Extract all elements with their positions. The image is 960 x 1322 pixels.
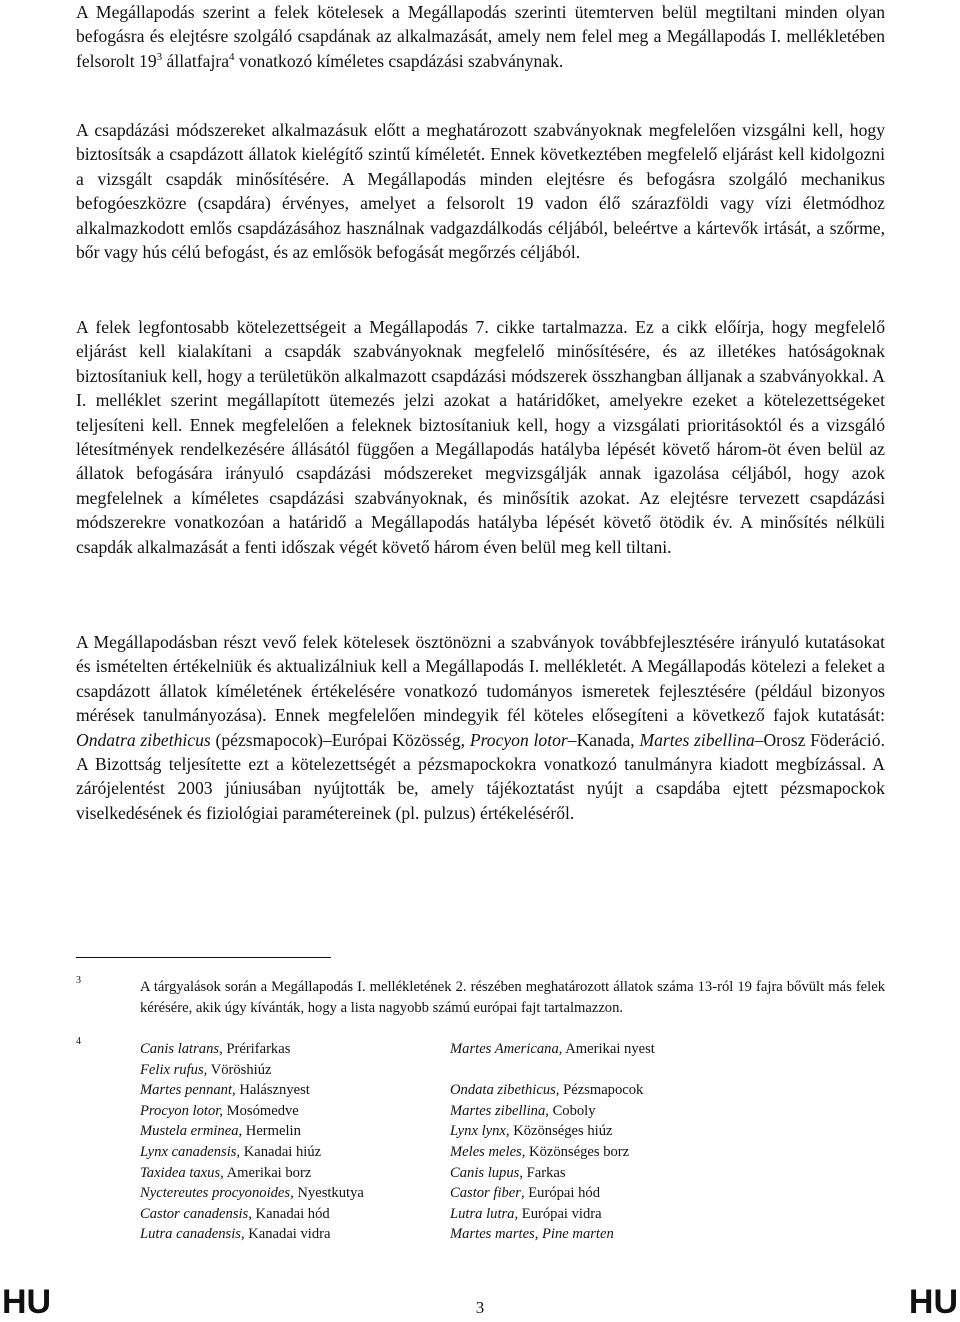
species-column-left	[140, 1039, 450, 1245]
list-item	[450, 1039, 760, 1060]
species-martes: Martes zibellina	[639, 729, 755, 750]
footnote-4-number: 4	[76, 1036, 81, 1047]
paragraph-1	[76, 0, 885, 73]
species-common: Halásznyest	[235, 1082, 310, 1099]
list-item	[140, 1121, 450, 1142]
paragraph-3-text: A felek legfontosabb kötelezettségeit a Megállapodás 7. cikke tartalmazza. Ez a cikk előírja, hogy megfelelő eljárást kell kialakítani a csapdák szabványoknak megfelelő minősítésére, és az illetékes hatóságoknak biztosítaniuk kell, hogy a területükön alkalmazott csapdázási módszerek összhangban álljanak a szabványokkal. A I. melléklet szerint megállapított ütemezés jelzi azokat a határidőket, amelyekre ezeket a kötelezettségeket teljesíteni kell. Ennek megfelelően a feleknek biztosítaniuk kell, hogy a vizsgálati prioritásoktól és a vizsgáló létesítmények rendelkezésére állásától függően a Megállapodás hatályba lépését követő három-öt éven belül az állatok befogására irányuló csapdázási módszereket megvizsgálják annak igazolása céljából, hogy azok megfelelnek a kíméletes csapdázási szabványoknak, és minősítik azokat. Az elejtésre tervezett csapdázási módszerekre vonatkozóan a határidő a Megállapodás hatályba lépését követő ötödik év. A minősítés nélküli csapdák alkalmazását a fenti időszak végét követő három éven belül meg kell tiltani.	[76, 317, 885, 557]
species-latin: Martes zibellina	[450, 1102, 546, 1119]
species-common: Prérifarkas	[222, 1041, 291, 1057]
list-item	[140, 1183, 450, 1204]
species-latin: Felix rufus,	[140, 1061, 208, 1078]
footnote-3	[76, 977, 885, 1018]
species-common: Európai vidra	[518, 1205, 602, 1222]
paragraph-4-text-a: A Megállapodásban részt vevő felek kötelesek ösztönözni a szabványok továbbfejlesztésére irányuló kutatásokat és ismételten értékelniük és aktualizálniuk kell a Megállapodás I. mellékletét. A Megállapodás kötelezi a feleket a csapdázott állatok kíméletének értékelésére vonatkozó tudományos ismeretek fejlesztésére (például bizonyos mérések tanulmányozása). Ennek megfelelően mindegyik fél köteles elősegíteni a következő fajok kutatását:	[76, 632, 885, 726]
species-ondatra: Ondatra zibethicus	[76, 729, 211, 750]
list-item	[140, 1080, 450, 1101]
list-item	[140, 1039, 450, 1060]
footnote-3-text: A tárgyalások során a Megállapodás I. mellékletének 2. részében meghatározott állatok száma 13-ról 19 fajra bővült más felek kérésére, akik úgy kívánták, hogy a lista nagyobb számú európai fajt tartalmazzon.	[140, 979, 885, 1016]
species-latin: Lynx canadensis,	[140, 1143, 241, 1160]
list-item	[450, 1060, 760, 1081]
footnote-3-number: 3	[76, 975, 81, 986]
paragraph-4-text-b: (pézsmapocok)–Európai Közösség,	[210, 729, 470, 750]
page-number: 3	[475, 1298, 485, 1317]
footnote-ref-3[interactable]: 3	[156, 50, 163, 63]
species-latin: Martes Americana,	[450, 1041, 563, 1057]
list-item	[140, 1101, 450, 1122]
species-latin: Martes martes, Pine marten	[450, 1226, 614, 1243]
paragraph-4	[76, 630, 885, 825]
list-item	[140, 1204, 450, 1225]
list-item	[140, 1142, 450, 1163]
species-common: Közönséges hiúz	[509, 1123, 613, 1140]
species-latin: Mustela erminea,	[140, 1123, 243, 1140]
list-item	[450, 1142, 760, 1163]
paragraph-1-text-b: állatfajra	[162, 50, 230, 71]
paragraph-2	[76, 118, 885, 264]
paragraph-4-text-d: –Orosz Föderáció. A Bizottság teljesítette ezt a kötelezettségét a pézsmapockokra vonatkozó tanulmányra kiadott megbízással. A zárójelentést 2003 júniusában nyújtották be, amely tájékoztatást nyújt a csapdába ejtett pézsmapockok viselkedésének és fiziológiai paramétereinek (pl. pulzus) értékeléséről.	[76, 729, 885, 823]
species-common: Amerikai nyest	[562, 1041, 655, 1057]
species-latin: Taxidea taxus,	[140, 1164, 224, 1181]
list-item	[450, 1204, 760, 1225]
species-latin: Meles meles,	[450, 1143, 526, 1160]
list-item	[450, 1121, 760, 1142]
species-latin: Martes pennant,	[140, 1082, 236, 1099]
species-latin: Castor canadensis,	[140, 1205, 252, 1222]
language-code-right: HU	[908, 1283, 958, 1321]
species-common: Hermelin	[242, 1123, 301, 1140]
species-common: Pézsmapocok	[559, 1082, 644, 1099]
paragraph-4-text-c: –Kanada,	[567, 729, 640, 750]
species-common: , Farkas	[519, 1164, 566, 1181]
paragraph-3	[76, 315, 885, 559]
language-code-left: HU	[2, 1283, 52, 1321]
species-procyon: Procyon lotor	[469, 729, 568, 750]
footnote-separator	[76, 957, 331, 958]
list-item	[450, 1224, 760, 1245]
species-common: Mosómedve	[222, 1102, 299, 1119]
list-item	[140, 1060, 450, 1081]
species-column-right	[450, 1039, 760, 1245]
species-latin: Nyctereutes procyonoides,	[140, 1185, 294, 1202]
paragraph-1-text-a: A Megállapodás szerint a felek kötelesek a Megállapodás szerinti ütemterven belül megtiltani minden olyan befogásra és elejtésre szolgáló csapdának az alkalmazását, amely nem felel meg a Megállapodás I. mellékletében felsorolt 19	[76, 2, 885, 71]
paragraph-2-text: A csapdázási módszereket alkalmazásuk előtt a meghatározott szabványoknak megfelelően vizsgálni kell, hogy biztosítsák a csapdázott állatok kielégítő szintű kíméletét. Ennek következtében megfelelő eljárást kell kidolgozni a vizsgált csapdák minősítésére. A Megállapodás minden elejtésre és befogásra szolgáló mechanikus befogóeszközre (csapdára) érvényes, amelyet a felsorolt 19 vadon élő szárazföldi vagy vízi életmódhoz alkalmazkodott emlős csapdázásához használnak vadgazdálkodás céljából, beleértve a kártevők irtását, a szőrme, bőr vagy hús célú befogást, és az emlősök befogását megőrzés céljából.	[76, 120, 885, 263]
species-common: Amerikai borz	[223, 1164, 312, 1181]
species-common: Kanadai hód	[251, 1205, 330, 1222]
species-latin: Ondata zibethicus,	[450, 1082, 560, 1099]
species-latin: Canis lupus	[450, 1164, 520, 1181]
species-latin: Canis latrans,	[140, 1041, 223, 1057]
species-latin: Lutra canadensis,	[140, 1226, 245, 1243]
species-common: Kanadai vidra	[244, 1226, 331, 1243]
list-item	[450, 1163, 760, 1184]
list-item	[140, 1163, 450, 1184]
species-latin: Lynx lynx,	[450, 1123, 510, 1140]
species-latin: Lutra lutra,	[450, 1205, 519, 1222]
species-common: Nyestkutya	[293, 1185, 364, 1202]
list-item	[450, 1183, 760, 1204]
species-common: Vöröshiúz	[207, 1061, 272, 1078]
list-item	[450, 1101, 760, 1122]
list-item	[450, 1080, 760, 1101]
list-item	[140, 1224, 450, 1245]
footnote-ref-4[interactable]: 4	[229, 50, 235, 63]
species-common: Közönséges borz	[525, 1143, 630, 1160]
paragraph-1-text-c: vonatkozó kíméletes csapdázási szabványnak.	[234, 50, 564, 71]
species-common: , Európai hód	[520, 1185, 600, 1202]
species-common: Kanadai hiúz	[240, 1143, 322, 1160]
species-common: , Coboly	[545, 1102, 596, 1119]
species-latin: Procyon lotor,	[140, 1102, 223, 1119]
page-footer	[0, 1282, 960, 1322]
species-latin: Castor fiber	[450, 1185, 521, 1202]
